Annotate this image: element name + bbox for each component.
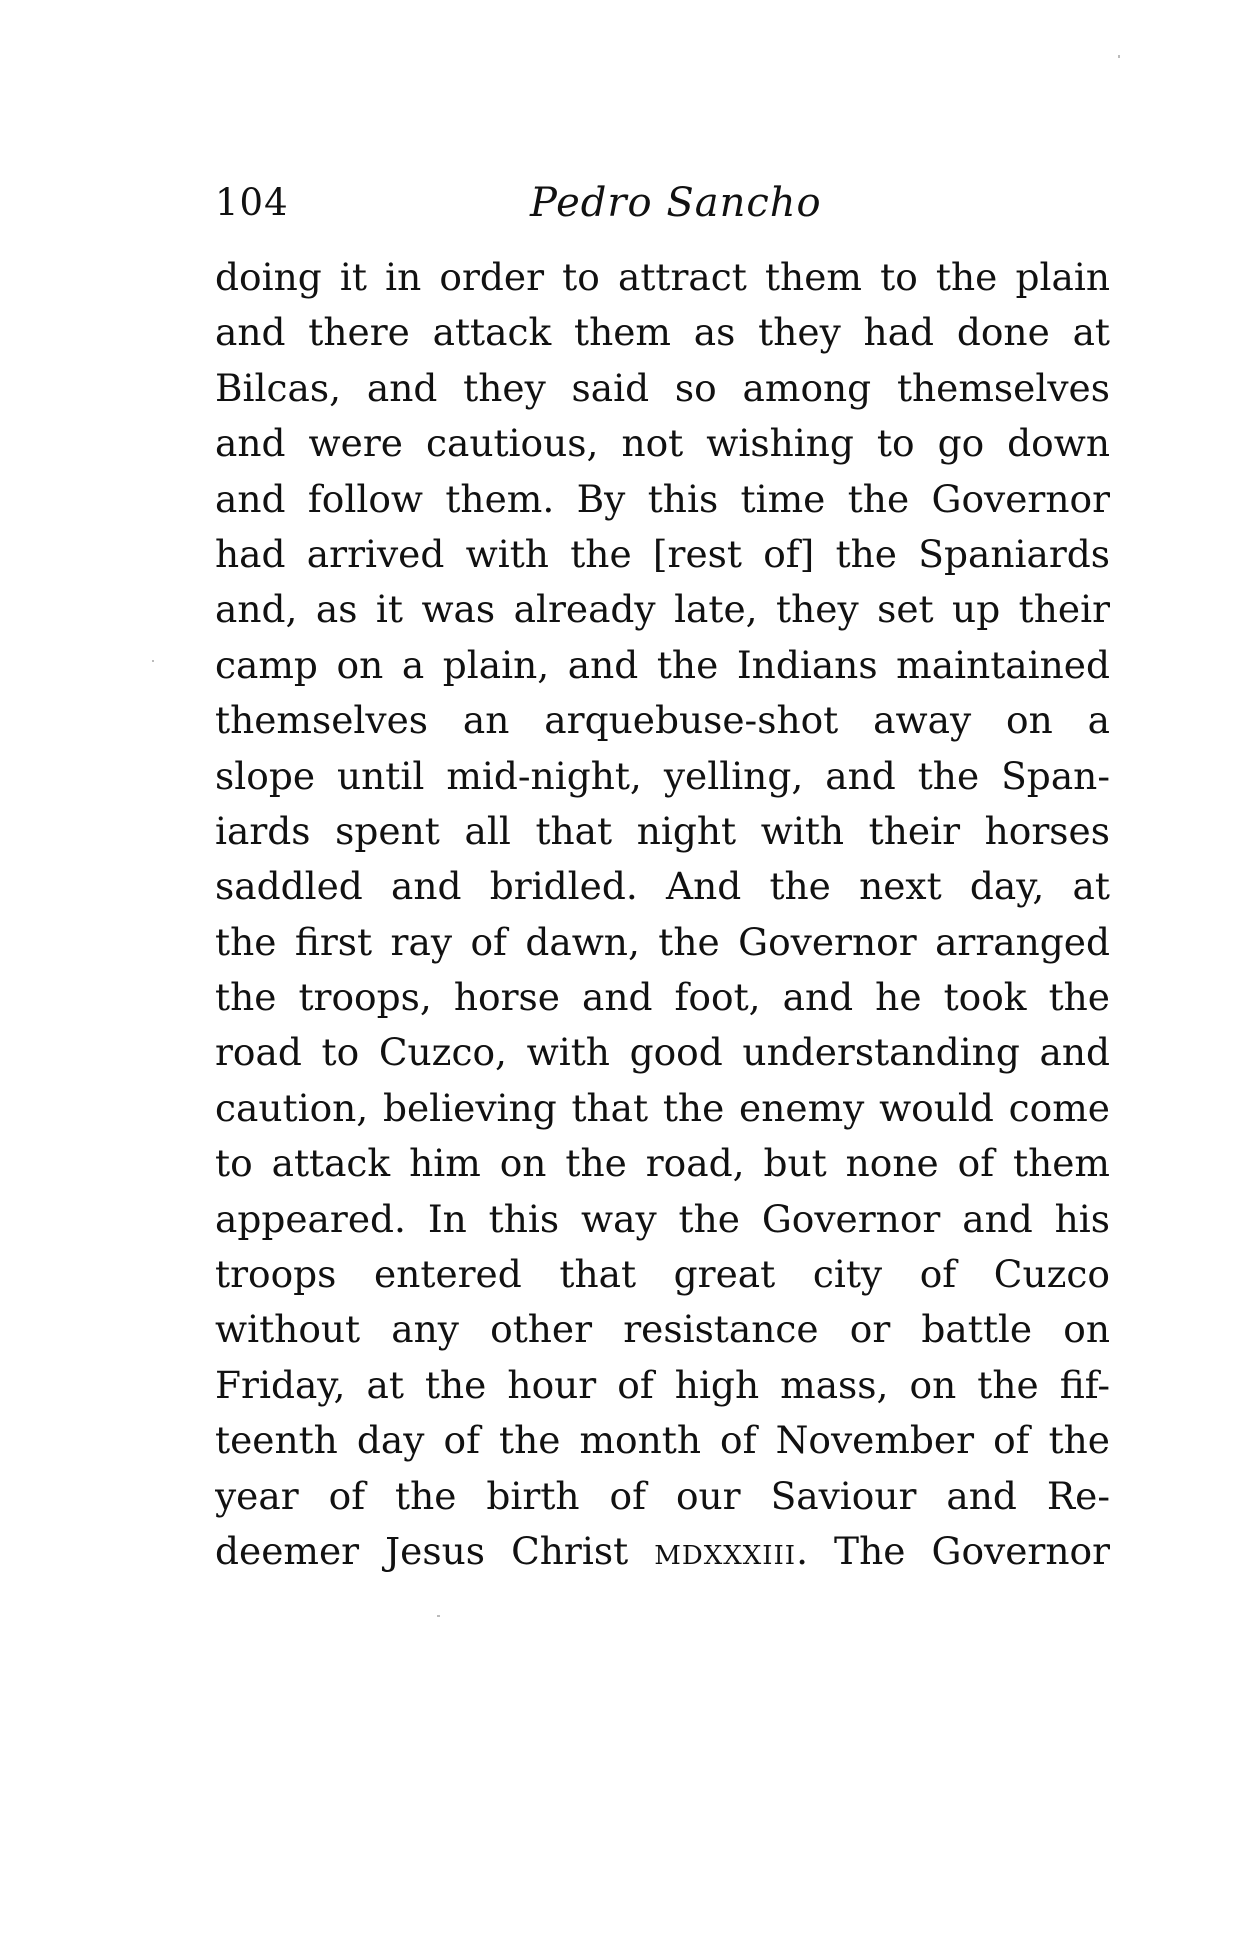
text-line: the first ray of dawn, the Governor arranged [215,919,1110,964]
text-line: teenth day of the month of November of the [215,1418,1110,1463]
text-line: the troops, horse and foot, and he took the [215,975,1110,1020]
text-line: and were cautious, not wishing to go down [215,421,1110,466]
text-line: slope until mid-night, yelling, and the Span- [215,753,1110,798]
text-line: camp on a plain, and the Indians maintained [215,642,1110,687]
text-line: and, as it was already late, they set up their [215,587,1110,632]
text-line: had arrived with the [rest of] the Spaniards [215,531,1110,576]
text-line: themselves an arquebuse-shot away on a [215,698,1110,743]
paper-speck [152,660,154,662]
text-line: appeared. In this way the Governor and his [215,1196,1110,1241]
text-line: Friday, at the hour of high mass, on the fif- [215,1362,1110,1407]
text-line: road to Cuzco, with good understanding and [215,1030,1110,1075]
text-line: to attack him on the road, but none of them [215,1141,1110,1186]
text-line: saddled and bridled. And the next day, at [215,864,1110,909]
text-line: caution, believing that the enemy would come [215,1085,1110,1130]
paper-speck [437,1615,440,1617]
text-line: without any other resistance or battle on [215,1307,1110,1352]
running-title: Pedro Sancho [530,180,822,226]
text-line: doing it in order to attract them to the plain [215,255,1110,299]
text-line: and follow them. By this time the Governor [215,476,1110,521]
page-header [215,176,1115,236]
roman-numeral-year: mdxxxiii [654,1528,797,1573]
text-line-last [215,1524,1110,1579]
text-line: Bilcas, and they said so among themselves [215,365,1110,410]
text-line: troops entered that great city of Cuzco [215,1252,1110,1297]
paper-speck [1118,55,1120,58]
body-text [215,250,1110,1579]
text-line: and there attack them as they had done at [215,310,1110,355]
last-line-end: . The Governor [796,1528,1110,1573]
text-line: year of the birth of our Saviour and Re- [215,1473,1110,1518]
last-line-start: deemer Jesus Christ [215,1528,655,1573]
text-line: iards spent all that night with their horses [215,808,1110,853]
page-number: 104 [215,181,289,224]
